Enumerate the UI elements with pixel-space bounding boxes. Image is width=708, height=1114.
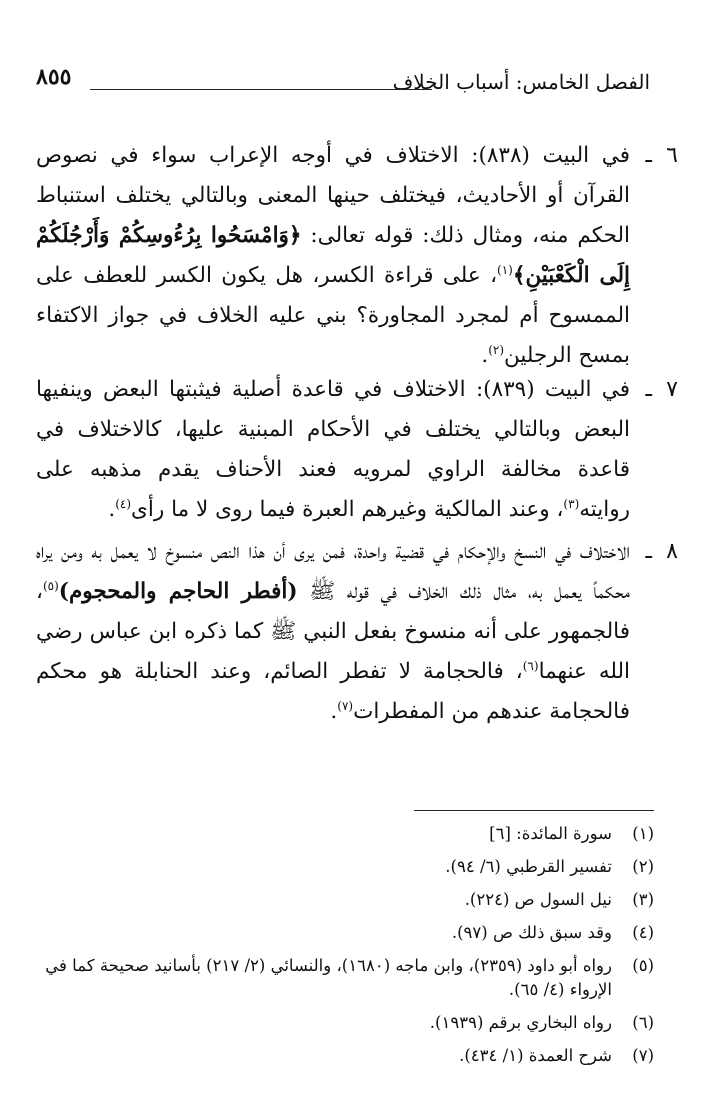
footnote-number: (٤) [632, 923, 654, 942]
footnote-ref: (٥) [42, 578, 59, 593]
item-text-part: . [481, 343, 489, 368]
footnote-separator [414, 810, 654, 811]
item-text-part: الاختلاف في النسخ والإحكام في قضية واحدة، فمن يرى أن هذا النص منسوخ لا يعمل به ومن يراه محكماً يعمل به، مثال ذلك الخلاف في قوله ﷺ [36, 539, 630, 604]
footnotes-list [30, 822, 654, 1077]
page-number: ٨٥٥ [36, 64, 72, 90]
footnote-number: (٦) [632, 1013, 654, 1032]
item-text-part: . [108, 497, 116, 522]
item-number: ٧ [666, 377, 678, 402]
header-rule [90, 89, 432, 90]
footnote-number: (٧) [632, 1046, 654, 1065]
footnote-number: (١) [632, 824, 654, 843]
item-text [36, 370, 630, 530]
item-dash: ـ [645, 377, 652, 402]
footnote-ref: (١) [497, 262, 513, 277]
footnote-text: شرح العمدة (١/ ٤٣٤). [459, 1046, 612, 1065]
numbered-item-7 [36, 370, 682, 530]
footnote [30, 855, 654, 879]
item-text-part: ، فالجمهور على أنه منسوخ بفعل النبي ﷺ كما ذكره ابن عباس رضي الله عنهما [36, 579, 630, 684]
item-number: ٨ [666, 539, 678, 564]
footnote-ref: (٣) [563, 496, 580, 511]
footnote-number: (٥) [632, 956, 654, 975]
item-text-part: ، وعند المالكية وغيرهم العبرة فيما روى لا ما رأى [131, 497, 564, 522]
footnote [30, 921, 654, 945]
footnote-text: رواه البخاري برقم (١٩٣٩). [429, 1013, 612, 1032]
footnote [30, 822, 654, 846]
item-text-part: ، على قراءة الكسر، هل يكون الكسر للعطف على الممسوح أم لمجرد المجاورة؟ بني عليه الخلاف في جواز الاكتفاء بمسح الرجلين [36, 263, 630, 368]
numbered-item-6 [36, 136, 682, 376]
item-text [36, 532, 630, 732]
hadith-quote: (أفطر الحاجم والمحجوم) [58, 579, 298, 604]
footnote-text: تفسير القرطبي (٦/ ٩٤). [445, 857, 612, 876]
footnote-ref: (٧) [337, 698, 354, 713]
item-number: ٦ [666, 143, 678, 168]
footnote-number: (٢) [632, 857, 654, 876]
item-text-part: ، فالحجامة لا تفطر الصائم، وعند الحنابلة هو محكم فالحجامة عندهم من المفطرات [36, 659, 630, 724]
footnote [30, 1011, 654, 1035]
footnote-ref: (٦) [522, 658, 539, 673]
footnote-text: سورة المائدة: [٦] [489, 824, 612, 843]
item-text-part: في البيت (٨٣٨): الاختلاف في أوجه الإعراب سواء في نصوص القرآن أو الأحاديث، فيختلف حينها المعنى وبالتالي يختلف استنباط الحكم منه، ومثال ذلك: قوله تعالى: [36, 143, 630, 248]
quran-verse: ﴿وَامْسَحُوا بِرُءُوسِكُمْ وَأَرْجُلَكُمْ إِلَى الْكَعْبَيْنِ﴾ [36, 223, 630, 288]
footnote [30, 954, 654, 1002]
footnote-text: رواه أبو داود (٢٣٥٩)، وابن ماجه (١٦٨٠)، والنسائي (٢/ ٢١٧) بأسانيد صحيحة كما في الإرواء (٤/ ٦٥). [45, 956, 612, 999]
item-text [36, 136, 630, 376]
item-dash: ـ [645, 539, 652, 564]
running-title: الفصل الخامس: أسباب الخلاف [392, 70, 650, 94]
footnote-text: نيل السول ص (٢٢٤). [464, 890, 612, 909]
footnote [30, 1044, 654, 1068]
item-text-part: في البيت (٨٣٩): الاختلاف في قاعدة أصلية فيثبتها البعض وينفيها البعض وبالتالي يختلف في الأحكام المبنية عليها، كالاختلاف في قاعدة مخالفة الراوي لمرويه فعند الأحناف يقدم مذهبه على روايته [36, 377, 630, 522]
footnote-ref: (٢) [488, 342, 505, 357]
footnote-ref: (٤) [115, 496, 132, 511]
footnote [30, 888, 654, 912]
footnote-number: (٣) [632, 890, 654, 909]
item-text-part: . [330, 699, 338, 724]
item-dash: ـ [645, 143, 652, 168]
footnote-text: وقد سبق ذلك ص (٩٧). [451, 923, 612, 942]
numbered-item-8 [36, 532, 682, 732]
